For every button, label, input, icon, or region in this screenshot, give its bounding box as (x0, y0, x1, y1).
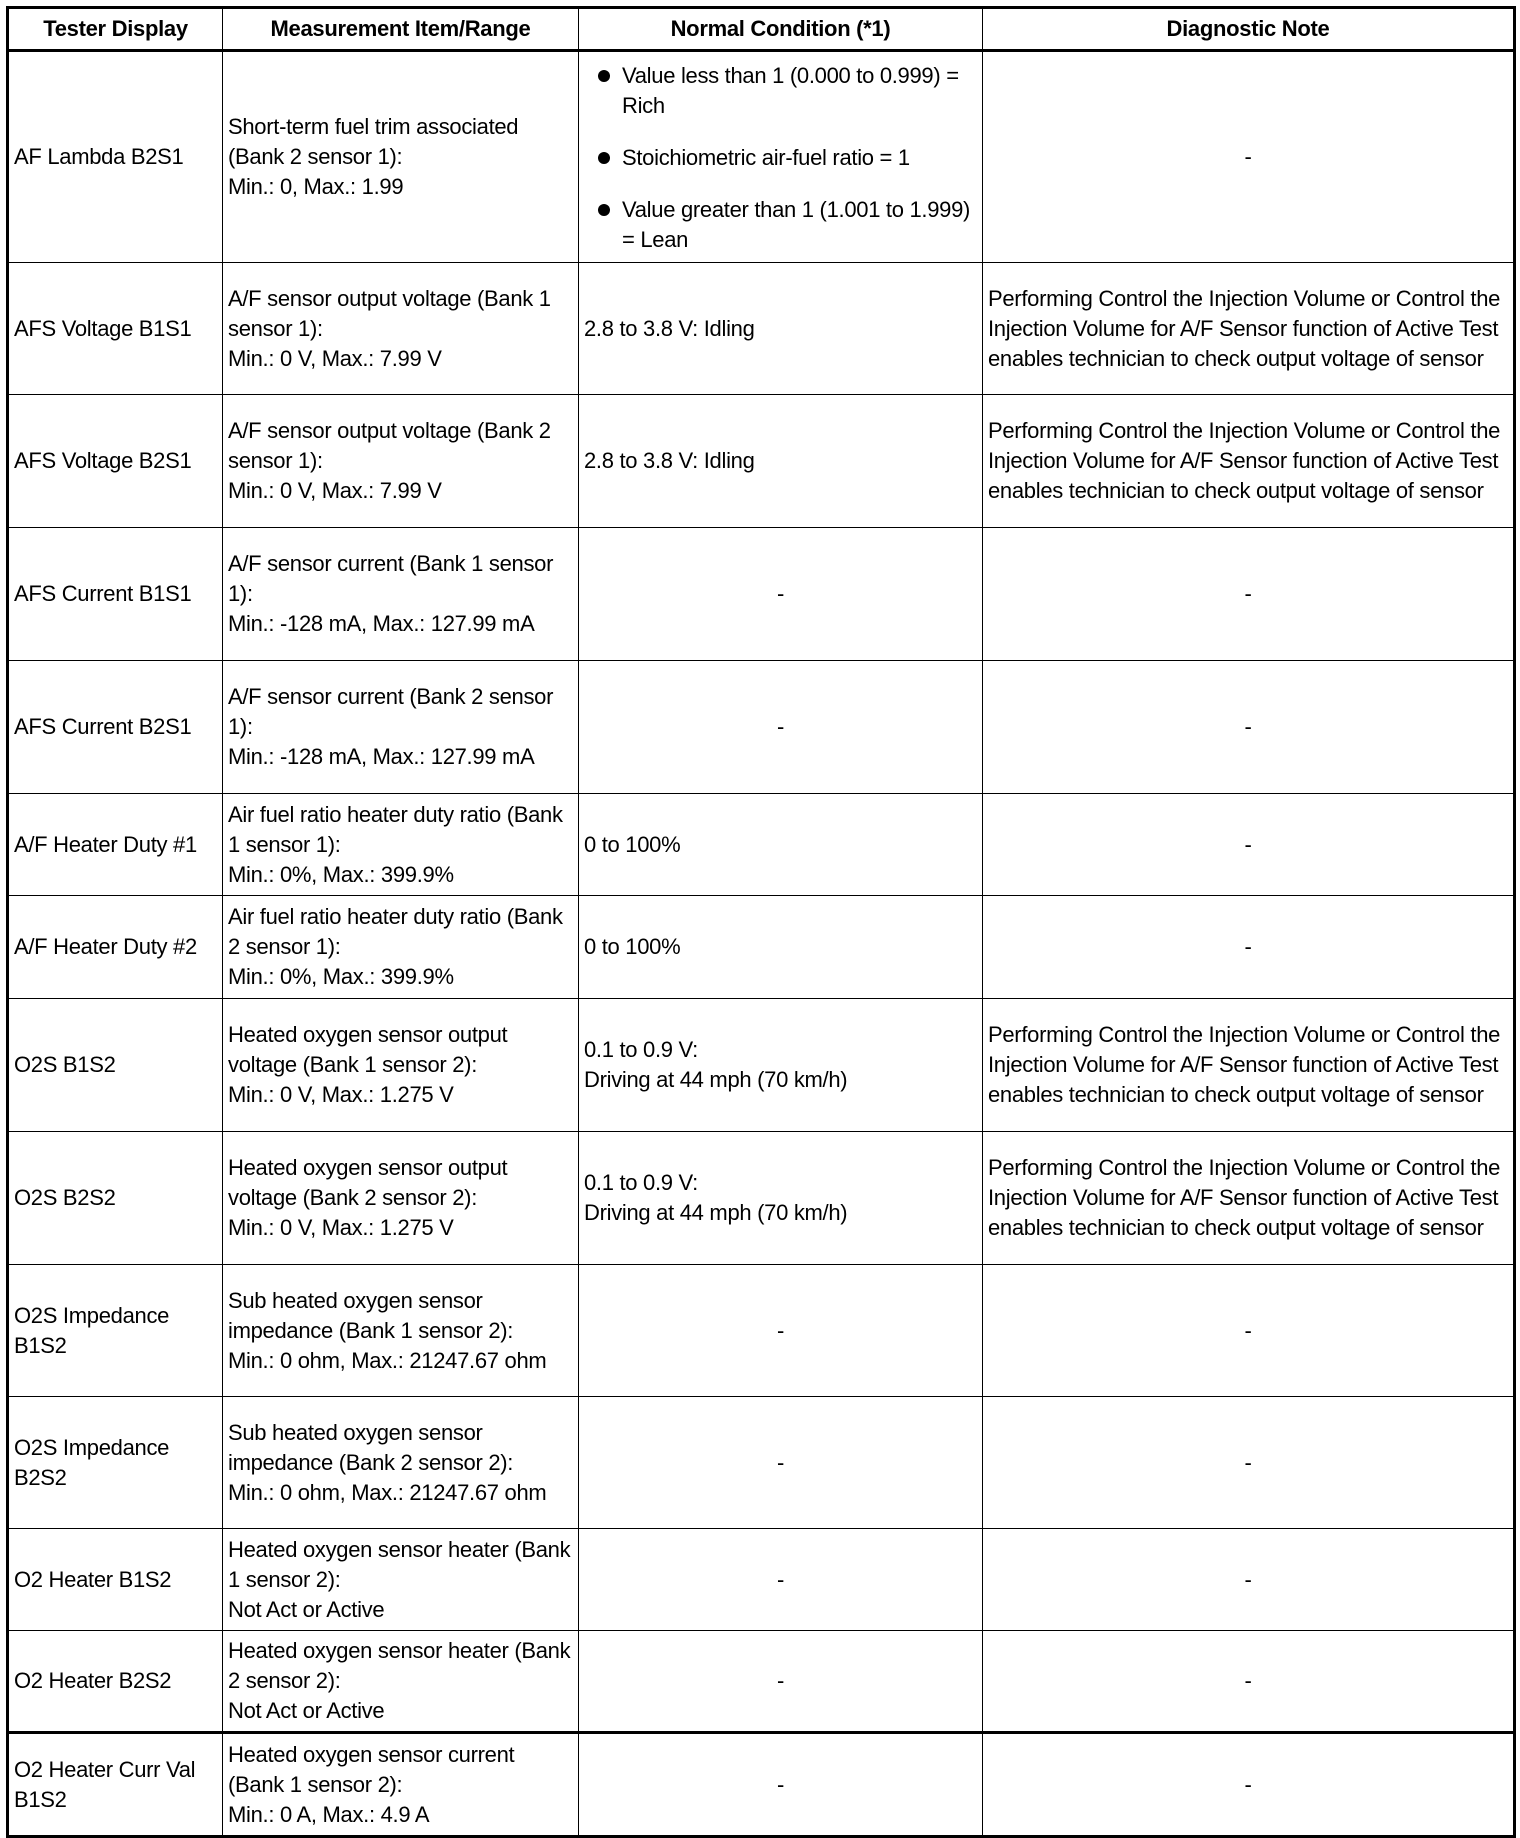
diagnostic-note-cell: - (983, 896, 1515, 999)
measurement-item-cell: A/F sensor current (Bank 2 sensor 1): Min.: -128 mA, Max.: 127.99 mA (223, 661, 579, 794)
tester-display-cell: O2S Impedance B2S2 (8, 1397, 223, 1529)
table-row (8, 528, 1515, 661)
header-row (8, 8, 1515, 51)
diagnostic-note-cell: - (983, 794, 1515, 896)
diagnostic-note-cell: - (983, 1733, 1515, 1837)
table-row (8, 395, 1515, 528)
normal-condition-cell: 0 to 100% (579, 896, 983, 999)
table-row (8, 1397, 1515, 1529)
tester-display-cell: AFS Current B2S1 (8, 661, 223, 794)
table-row (8, 1733, 1515, 1837)
normal-condition-cell: 0 to 100% (579, 794, 983, 896)
measurement-item-cell: Heated oxygen sensor heater (Bank 2 sensor 2): Not Act or Active (223, 1631, 579, 1733)
table-row (8, 1529, 1515, 1631)
table-row (8, 1631, 1515, 1733)
measurement-item-cell: Heated oxygen sensor output voltage (Bank 2 sensor 2): Min.: 0 V, Max.: 1.275 V (223, 1132, 579, 1265)
measurement-item-cell: A/F sensor current (Bank 1 sensor 1): Min.: -128 mA, Max.: 127.99 mA (223, 528, 579, 661)
normal-condition-cell: - (579, 528, 983, 661)
measurement-item-cell: Sub heated oxygen sensor impedance (Bank 2 sensor 2): Min.: 0 ohm, Max.: 21247.67 ohm (223, 1397, 579, 1529)
measurement-item-cell: Sub heated oxygen sensor impedance (Bank 1 sensor 2): Min.: 0 ohm, Max.: 21247.67 ohm (223, 1265, 579, 1397)
measurement-item-cell: Air fuel ratio heater duty ratio (Bank 1 sensor 1): Min.: 0%, Max.: 399.9% (223, 794, 579, 896)
diagnostic-note-cell: - (983, 528, 1515, 661)
diagnostic-note-cell: - (983, 661, 1515, 794)
data-list-table (6, 6, 1516, 1838)
normal-condition-cell: - (579, 1265, 983, 1397)
tester-display-cell: A/F Heater Duty #1 (8, 794, 223, 896)
tester-display-cell: A/F Heater Duty #2 (8, 896, 223, 999)
diagnostic-note-cell: Performing Control the Injection Volume or Control the Injection Volume for A/F Sensor function of Active Test enables technician to check output voltage of sensor (983, 395, 1515, 528)
condition-bullet-item: Value less than 1 (0.000 to 0.999) = Rich (584, 61, 977, 121)
measurement-item-cell: Air fuel ratio heater duty ratio (Bank 2 sensor 1): Min.: 0%, Max.: 399.9% (223, 896, 579, 999)
tester-display-cell: O2 Heater B1S2 (8, 1529, 223, 1631)
measurement-item-cell: Heated oxygen sensor output voltage (Bank 1 sensor 2): Min.: 0 V, Max.: 1.275 V (223, 999, 579, 1132)
tester-display-cell: AF Lambda B2S1 (8, 51, 223, 263)
table-row (8, 896, 1515, 999)
diagnostic-note-cell: - (983, 1529, 1515, 1631)
table-row (8, 263, 1515, 395)
tester-display-cell: O2 Heater B2S2 (8, 1631, 223, 1733)
diagnostic-note-cell: Performing Control the Injection Volume or Control the Injection Volume for A/F Sensor function of Active Test enables technician to check output voltage of sensor (983, 263, 1515, 395)
measurement-item-cell: Short-term fuel trim associated (Bank 2 sensor 1): Min.: 0, Max.: 1.99 (223, 51, 579, 263)
normal-condition-cell: 0.1 to 0.9 V: Driving at 44 mph (70 km/h) (579, 999, 983, 1132)
diagnostic-note-cell: Performing Control the Injection Volume or Control the Injection Volume for A/F Sensor function of Active Test enables technician to check output voltage of sensor (983, 999, 1515, 1132)
table-row (8, 1265, 1515, 1397)
tester-display-cell: O2S Impedance B1S2 (8, 1265, 223, 1397)
diagnostic-note-cell: Performing Control the Injection Volume or Control the Injection Volume for A/F Sensor function of Active Test enables technician to check output voltage of sensor (983, 1132, 1515, 1265)
diagnostic-note-cell: - (983, 51, 1515, 263)
normal-condition-cell: - (579, 1397, 983, 1529)
header-tester-display: Tester Display (8, 8, 223, 51)
normal-condition-cell: 2.8 to 3.8 V: Idling (579, 263, 983, 395)
tester-display-cell: AFS Voltage B1S1 (8, 263, 223, 395)
header-normal-condition: Normal Condition (*1) (579, 8, 983, 51)
normal-condition-cell: - (579, 1529, 983, 1631)
normal-condition-cell: 0.1 to 0.9 V: Driving at 44 mph (70 km/h) (579, 1132, 983, 1265)
measurement-item-cell: Heated oxygen sensor heater (Bank 1 sensor 2): Not Act or Active (223, 1529, 579, 1631)
table-row (8, 999, 1515, 1132)
tester-display-cell: O2S B1S2 (8, 999, 223, 1132)
tester-display-cell: AFS Current B1S1 (8, 528, 223, 661)
table-row (8, 1132, 1515, 1265)
diagnostic-note-cell: - (983, 1265, 1515, 1397)
tester-display-cell: O2 Heater Curr Val B1S2 (8, 1733, 223, 1837)
table-row (8, 51, 1515, 263)
table-row (8, 661, 1515, 794)
normal-condition-cell: 2.8 to 3.8 V: Idling (579, 395, 983, 528)
diagnostic-note-cell: - (983, 1397, 1515, 1529)
measurement-item-cell: A/F sensor output voltage (Bank 2 sensor 1): Min.: 0 V, Max.: 7.99 V (223, 395, 579, 528)
diagnostic-note-cell: - (983, 1631, 1515, 1733)
measurement-item-cell: Heated oxygen sensor current (Bank 1 sensor 2): Min.: 0 A, Max.: 4.9 A (223, 1733, 579, 1837)
condition-bullet-item: Value greater than 1 (1.001 to 1.999) = Lean (584, 195, 977, 255)
normal-condition-cell (579, 51, 983, 263)
measurement-item-cell: A/F sensor output voltage (Bank 1 sensor 1): Min.: 0 V, Max.: 7.99 V (223, 263, 579, 395)
condition-bullet-list (584, 61, 977, 255)
normal-condition-cell: - (579, 661, 983, 794)
normal-condition-cell: - (579, 1733, 983, 1837)
header-diagnostic-note: Diagnostic Note (983, 8, 1515, 51)
tester-display-cell: AFS Voltage B2S1 (8, 395, 223, 528)
condition-bullet-item: Stoichiometric air-fuel ratio = 1 (584, 143, 977, 173)
tester-display-cell: O2S B2S2 (8, 1132, 223, 1265)
table-row (8, 794, 1515, 896)
header-measurement-item: Measurement Item/Range (223, 8, 579, 51)
normal-condition-cell: - (579, 1631, 983, 1733)
